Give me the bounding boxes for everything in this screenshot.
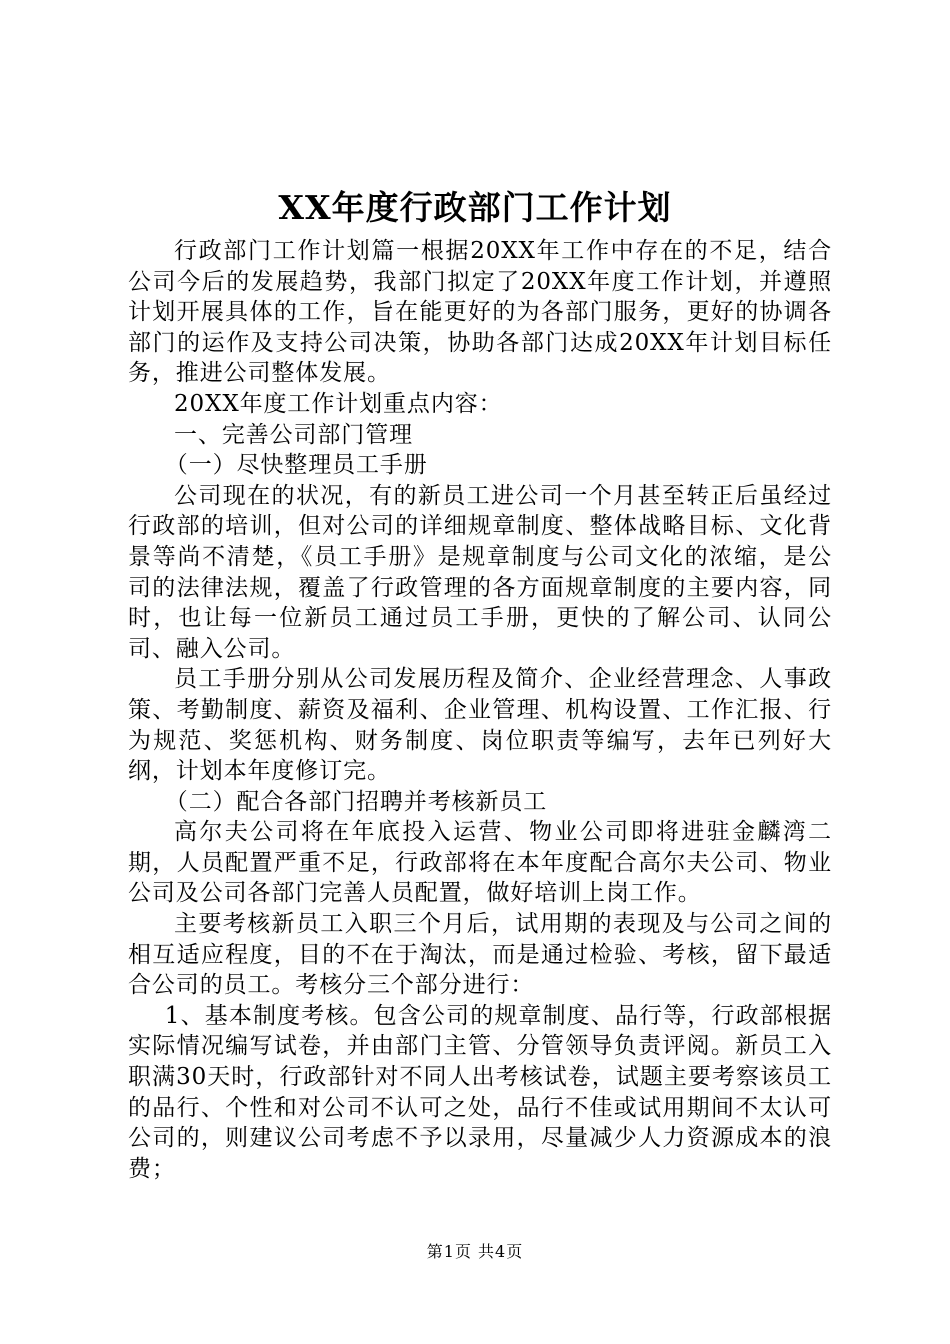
heading-subsection-2: （二）配合各部门招聘并考核新员工: [164, 788, 548, 815]
page-footer: 第1页 共4页: [426, 1242, 524, 1261]
heading-subsection-1: （一）尽快整理员工手册: [164, 452, 428, 479]
heading-section-1: 一、完善公司部门管理: [174, 421, 413, 448]
paragraph-assessment: 主要考核新员工入职三个月后，试用期的表现及与公司之间的相互适应程度，目的不在于淘汰，而是通过检验、考核，留下最适合公司的员工。考核分三个部分进行：: [128, 911, 832, 999]
document-title: XX年度行政部门工作计划: [278, 188, 672, 227]
paragraph-assessment-item-1: 1、基本制度考核。包含公司的规章制度、品行等，行政部根据实际情况编写试卷，并由部门主管、分管领导负责评阅。新员工入职满30天时，行政部针对不同人出考核试卷，试题主要考察该员工的品行、个性和对公司不认可之处，品行不佳或试用期间不太认可公司的，则建议公司考虑不予以录用，尽量减少人力资源成本的浪费；: [128, 1002, 832, 1182]
paragraph-handbook-content: 员工手册分别从公司发展历程及简介、企业经营理念、人事政策、考勤制度、薪资及福利、企业管理、机构设置、工作汇报、行为规范、奖惩机构、财务制度、岗位职责等编写，去年已列好大纲，计划本年度修订完。: [128, 666, 832, 785]
paragraph-recruitment: 高尔夫公司将在年底投入运营、物业公司即将进驻金麟湾二期，人员配置严重不足，行政部将在本年度配合高尔夫公司、物业公司及公司各部门完善人员配置，做好培训上岗工作。: [128, 819, 832, 907]
paragraph-handbook-status: 公司现在的状况，有的新员工进公司一个月甚至转正后虽经过行政部的培训，但对公司的详细规章制度、整体战略目标、文化背景等尚不清楚，《员工手册》是规章制度与公司文化的浓缩，是公司的法律法规，覆盖了行政管理的各方面规章制度的主要内容，同时，也让每一位新员工通过员工手册，更快的了解公司、认同公司、融入公司。: [128, 482, 832, 662]
document-body: [128, 236, 832, 1184]
paragraph-intro: 行政部门工作计划篇一根据20XX年工作中存在的不足，结合公司今后的发展趋势，我部门拟定了20XX年度工作计划，并遵照计划开展具体的工作，旨在能更好的为各部门服务，更好的协调各部门的运作及支持公司决策，协助各部门达成20XX年计划目标任务，推进公司整体发展。: [128, 238, 832, 387]
paragraph-key-content: 20XX年度工作计划重点内容：: [174, 390, 503, 417]
